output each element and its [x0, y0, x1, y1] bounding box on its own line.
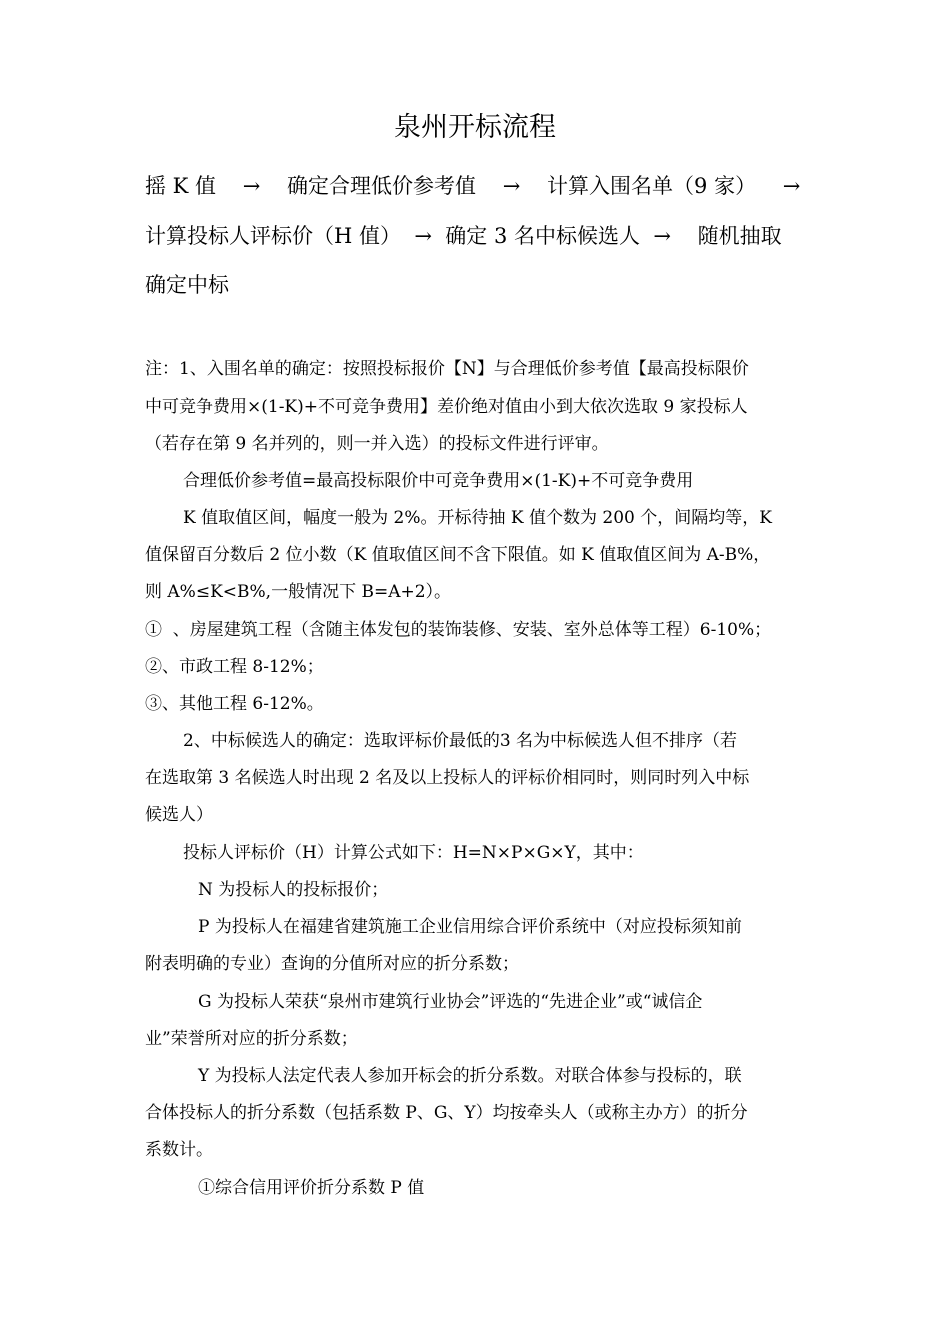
note-line: 中可竞争费用×(1-K)+不可竞争费用】差价绝对值由小到大依次选取 9 家投标人 — [145, 397, 748, 417]
definition-y: 系数计。 — [145, 1140, 213, 1160]
list-item-housing: ① 、房屋建筑工程（含随主体发包的装饰装修、安装、室外总体等工程）6-10%； — [145, 620, 772, 640]
document-title: 泉州开标流程 — [394, 112, 556, 143]
candidate-line: 在选取第 3 名候选人时出现 2 名及以上投标人的评标价相同时，则同时列入中标 — [145, 768, 750, 788]
list-item-other: ③、其他工程 6-12%。 — [145, 694, 324, 714]
definition-n: N 为投标人的投标报价； — [198, 880, 389, 900]
k-range-line: 值保留百分数后 2 位小数（K 值取值区间不含下限值。如 K 值取值区间为 A-B%， — [145, 545, 771, 565]
list-item-municipal: ②、市政工程 8-12%； — [145, 657, 324, 677]
note-line: 注：1、入围名单的确定：按照投标报价【N】与合理低价参考值【最高投标限价 — [145, 359, 749, 379]
definition-p: 附表明确的专业）查询的分值所对应的折分系数； — [145, 954, 519, 974]
definition-y: Y 为投标人法定代表人参加开标会的折分系数。对联合体参与投标的，联 — [198, 1066, 742, 1086]
definition-g: G 为投标人荣获“泉州市建筑行业协会”评选的“先进企业”或“诚信企 — [198, 992, 703, 1012]
definition-y: 合体投标人的折分系数（包括系数 P、G、Y）均按牵头人（或称主办方）的折分 — [145, 1103, 748, 1123]
formula-h-line: 投标人评标价（H）计算公式如下：H=N×P×G×Y，其中： — [183, 843, 644, 863]
section-heading-p: ①综合信用评价折分系数 P 值 — [198, 1178, 425, 1198]
flow-line-1: 摇 K 值 → 确定合理低价参考值 → 计算入围名单（9 家） → — [145, 174, 801, 198]
flow-line-3: 确定中标 — [145, 273, 229, 297]
k-range-line: K 值取值区间，幅度一般为 2%。开标待抽 K 值个数为 200 个，间隔均等，K — [183, 508, 772, 528]
definition-p: P 为投标人在福建省建筑施工企业信用综合评价系统中（对应投标须知前 — [198, 917, 742, 937]
candidate-line: 2、中标候选人的确定：选取评标价最低的3 名为中标候选人但不排序（若 — [183, 731, 738, 751]
flow-line-2: 计算投标人评标价（H 值） → 确定 3 名中标候选人 → 随机抽取 — [145, 224, 782, 248]
candidate-line: 候选人） — [145, 805, 213, 825]
definition-g: 业”荣誉所对应的折分系数； — [145, 1029, 358, 1049]
formula-line: 合理低价参考值=最高投标限价中可竞争费用×(1-K)+不可竞争费用 — [183, 471, 694, 491]
note-line: （若存在第 9 名并列的，则一并入选）的投标文件进行评审。 — [145, 434, 609, 454]
k-range-line: 则 A%≤K<B%,一般情况下 B=A+2）。 — [145, 582, 452, 602]
